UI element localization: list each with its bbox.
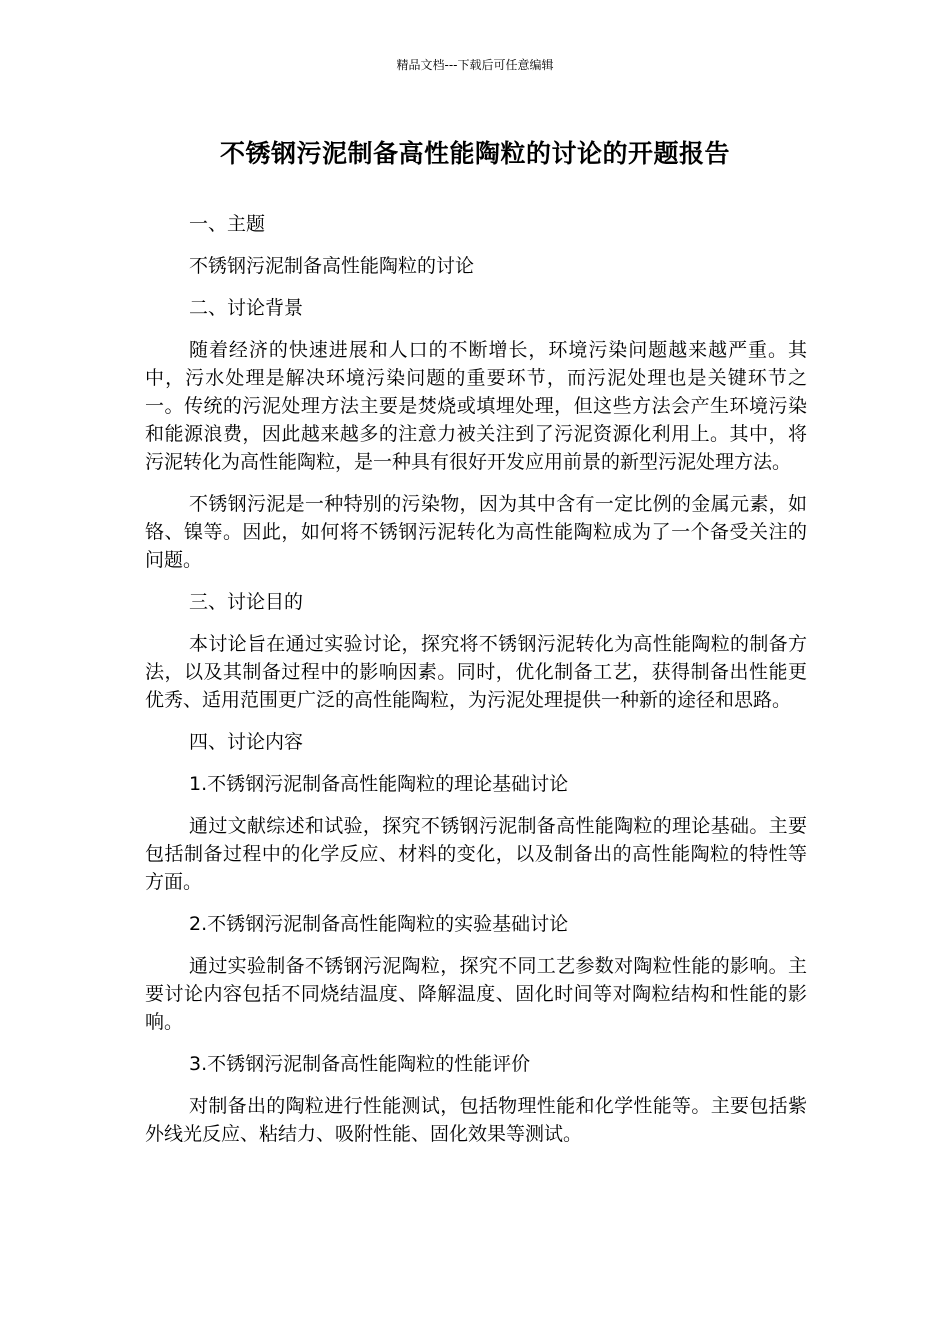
- purpose-paragraph: 本讨论旨在通过实验讨论，探究将不锈钢污泥转化为高性能陶粒的制备方法，以及其制备过程中的影响因素。同时，优化制备工艺，获得制备出性能更优秀、适用范围更广泛的高性能陶粒，为污泥处理提供一种新的途径和思路。: [145, 633, 807, 711]
- page-header-watermark: 精品文档---下载后可任意编辑: [396, 58, 554, 72]
- background-paragraph-2: 不锈钢污泥是一种特别的污染物，因为其中含有一定比例的金属元素，如铬、镍等。因此，如何将不锈钢污泥转化为高性能陶粒成为了一个备受关注的问题。: [145, 493, 807, 571]
- document-title: 不锈钢污泥制备高性能陶粒的讨论的开题报告: [219, 139, 730, 168]
- topic-text: 不锈钢污泥制备高性能陶粒的讨论: [189, 255, 475, 277]
- evaluation-paragraph: 对制备出的陶粒进行性能测试，包括物理性能和化学性能等。主要包括紫外线光反应、粘结力、吸附性能、固化效果等测试。: [145, 1095, 807, 1145]
- theory-paragraph: 通过文献综述和试验，探究不锈钢污泥制备高性能陶粒的理论基础。主要包括制备过程中的化学反应、材料的变化，以及制备出的高性能陶粒的特性等方面。: [145, 815, 807, 893]
- subsection-heading-theory: 1.不锈钢污泥制备高性能陶粒的理论基础讨论: [189, 773, 569, 795]
- section-heading-topic: 一、主题: [189, 213, 266, 235]
- document-body: [145, 210, 807, 1148]
- subsection-heading-experiment: 2.不锈钢污泥制备高性能陶粒的实验基础讨论: [189, 913, 569, 935]
- section-heading-content: 四、讨论内容: [189, 731, 304, 753]
- section-heading-purpose: 三、讨论目的: [189, 591, 304, 613]
- experiment-paragraph: 通过实验制备不锈钢污泥陶粒，探究不同工艺参数对陶粒性能的影响。主要讨论内容包括不同烧结温度、降解温度、固化时间等对陶粒结构和性能的影响。: [145, 955, 807, 1033]
- section-heading-background: 二、讨论背景: [189, 297, 304, 319]
- background-paragraph-1: 随着经济的快速进展和人口的不断增长，环境污染问题越来越严重。其中，污水处理是解决环境污染问题的重要环节，而污泥处理也是关键环节之一。传统的污泥处理方法主要是焚烧或填埋处理，但这些方法会产生环境污染和能源浪费，因此越来越多的注意力被关注到了污泥资源化利用上。其中，将污泥转化为高性能陶粒，是一种具有很好开发应用前景的新型污泥处理方法。: [145, 339, 807, 473]
- subsection-heading-evaluation: 3.不锈钢污泥制备高性能陶粒的性能评价: [189, 1053, 531, 1075]
